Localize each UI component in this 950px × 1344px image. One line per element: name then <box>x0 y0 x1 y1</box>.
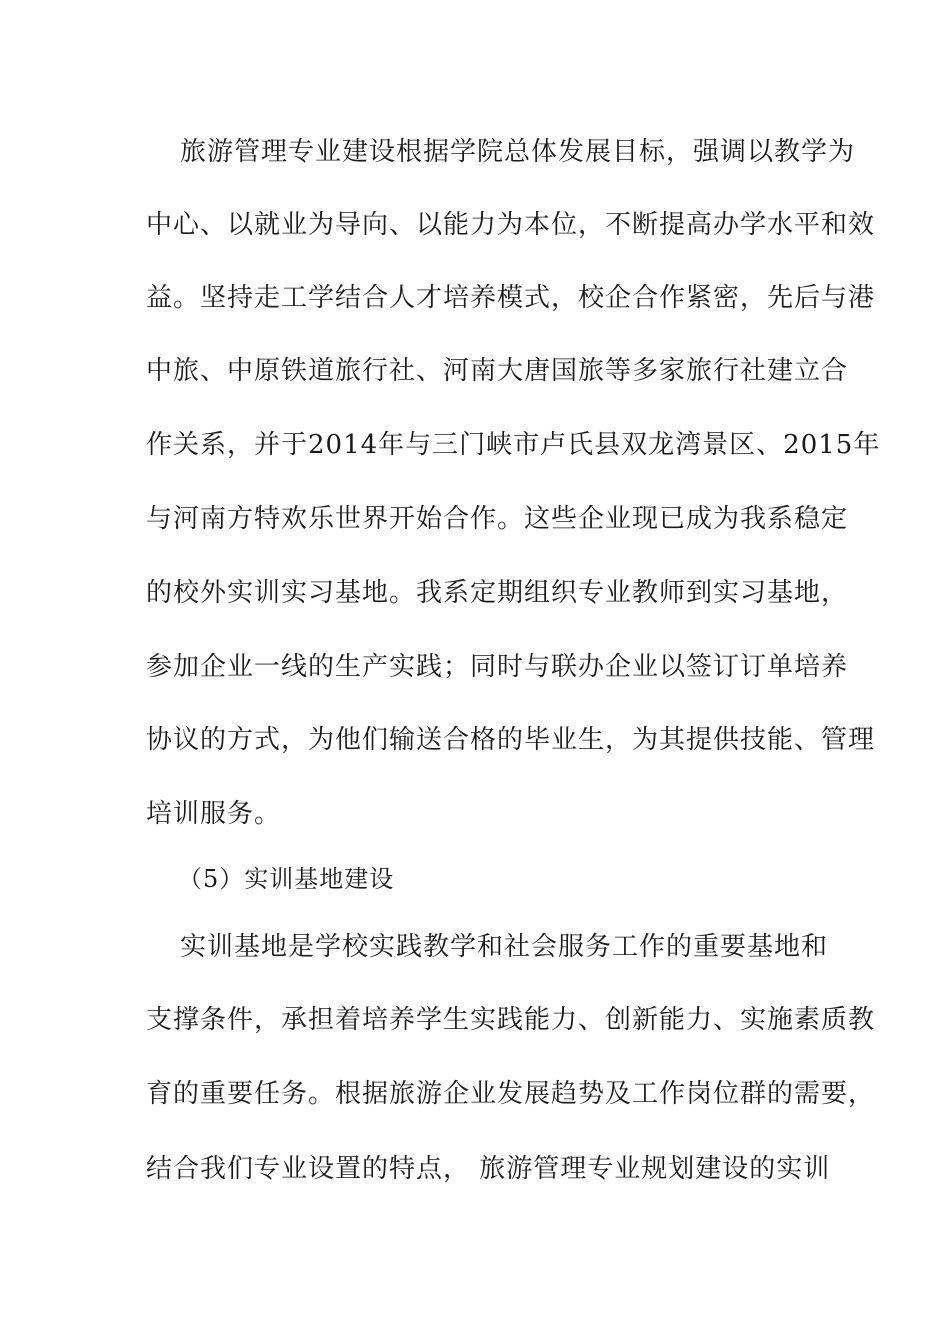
section-heading: （5）实训基地建设 <box>178 865 395 893</box>
paragraph-1-line-8: 参加企业一线的生产实践；同时与联办企业以签订订单培养 <box>146 652 849 682</box>
paragraph-2-line-3: 育的重要任务。根据旅游企业发展趋势及工作岗位群的需要， <box>146 1079 876 1109</box>
paragraph-1-line-4: 中旅、中原铁道旅行社、河南大唐国旅等多家旅行社建立合 <box>146 356 849 386</box>
paragraph-1-line-2: 中心、以就业为导向、以能力为本位，不断提高办学水平和效 <box>146 210 876 240</box>
paragraph-1-line-9: 协议的方式，为他们输送合格的毕业生，为其提供技能、管理 <box>146 725 876 755</box>
paragraph-1-line-6: 与河南方特欢乐世界开始合作。这些企业现已成为我系稳定 <box>146 504 849 534</box>
paragraph-1-line-7: 的校外实训实习基地。我系定期组织专业教师到实习基地， <box>146 578 849 608</box>
paragraph-2-line-2: 支撑条件，承担着培养学生实践能力、创新能力、实施素质教 <box>146 1005 876 1035</box>
paragraph-2-line-1: 实训基地是学校实践教学和社会服务工作的重要基地和 <box>180 932 829 962</box>
paragraph-1-line-10: 培训服务。 <box>146 799 282 829</box>
paragraph-1-line-3: 益。坚持走工学结合人才培养模式，校企合作紧密，先后与港 <box>146 283 876 313</box>
paragraph-1-line-5: 作关系，并于2014年与三门峡市卢氏县双龙湾景区、2015年 <box>146 430 881 460</box>
paragraph-1-line-1: 旅游管理专业建设根据学院总体发展目标，强调以教学为 <box>180 137 856 167</box>
paragraph-2-line-4: 结合我们专业设置的特点， 旅游管理专业规划建设的实训 <box>146 1154 831 1184</box>
